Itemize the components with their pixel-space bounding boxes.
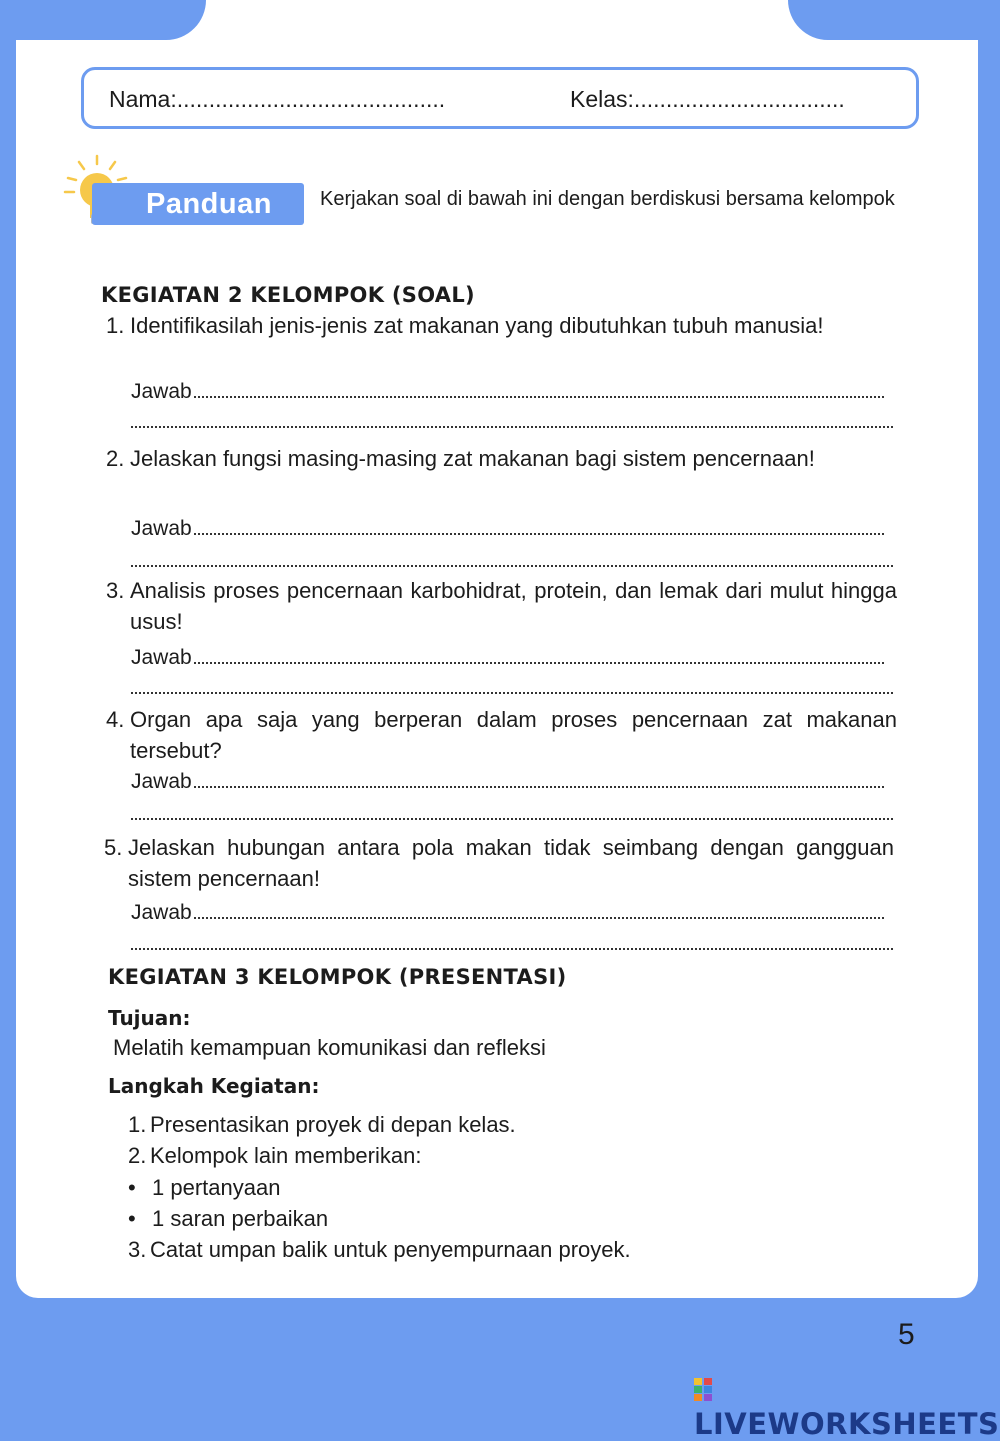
bullet-item: [128, 1206, 328, 1232]
question-5: [104, 832, 894, 894]
question-text: Organ apa saja yang berperan dalam proses pencernaan zat makanan tersebut?: [130, 707, 897, 763]
question-number: 2.: [106, 446, 125, 471]
nama-field[interactable]: Nama:..........................................: [109, 86, 446, 112]
question-text: Analisis proses pencernaan karbohidrat, protein, dan lemak dari mulut hingga usus!: [130, 578, 897, 634]
brand-text: LIVEWORKSHEETS: [694, 1407, 1000, 1441]
answer-field-1[interactable]: [131, 378, 893, 404]
answer-label: Jawab: [131, 901, 192, 924]
answer-label: Jawab: [131, 517, 192, 540]
question-number: 3.: [106, 578, 125, 603]
step-text: Catat umpan balik untuk penyempurnaan proyek.: [150, 1237, 631, 1262]
answer-label: Jawab: [131, 646, 192, 669]
langkah-label: Langkah Kegiatan:: [108, 1074, 320, 1098]
answer-field-3[interactable]: [131, 644, 893, 670]
question-3: [106, 575, 897, 637]
bullet-dot-icon: •: [128, 1175, 136, 1200]
page-number: 5: [898, 1318, 915, 1351]
page-corner-left: [16, 0, 206, 40]
answer-line[interactable]: [131, 816, 893, 820]
bullet-text: 1 pertanyaan: [152, 1175, 281, 1200]
question-text: Jelaskan hubungan antara pola makan tidak seimbang dengan gangguan sistem pencernaan!: [128, 835, 894, 891]
question-text: Identifikasilah jenis-jenis zat makanan yang dibutuhkan tubuh manusia!: [130, 313, 824, 338]
question-number: 1.: [106, 313, 125, 338]
answer-line[interactable]: [131, 424, 893, 428]
question-2: [106, 443, 897, 474]
liveworksheets-icon: [694, 1378, 714, 1402]
step-number: 3.: [128, 1237, 147, 1262]
question-number: 4.: [106, 707, 125, 732]
answer-field-2[interactable]: [131, 515, 893, 541]
answer-line[interactable]: [131, 690, 893, 694]
answer-line[interactable]: [131, 946, 893, 950]
panduan-instructions: Kerjakan soal di bawah ini dengan berdiskusi bersama kelompok: [320, 188, 895, 210]
kegiatan2-title: KEGIATAN 2 KELOMPOK (SOAL): [101, 283, 475, 307]
step-number: 2.: [128, 1143, 147, 1168]
tujuan-text: Melatih kemampuan komunikasi dan refleksi: [113, 1035, 546, 1060]
page-corner-right: [788, 0, 978, 40]
bullet-dot-icon: •: [128, 1206, 136, 1231]
step-2: [128, 1143, 421, 1169]
tujuan-label: Tujuan:: [108, 1006, 191, 1030]
question-text: Jelaskan fungsi masing-masing zat makanan bagi sistem pencernaan!: [130, 446, 815, 471]
kegiatan3-title: KEGIATAN 3 KELOMPOK (PRESENTASI): [108, 965, 567, 989]
step-1: [128, 1112, 516, 1138]
question-number: 5.: [104, 835, 123, 860]
student-info-box: [81, 67, 919, 129]
bullet-text: 1 saran perbaikan: [152, 1206, 329, 1231]
answer-line[interactable]: [131, 563, 893, 567]
step-number: 1.: [128, 1112, 147, 1137]
question-1: [106, 310, 897, 341]
step-text: Presentasikan proyek di depan kelas.: [150, 1112, 516, 1137]
step-3: [128, 1237, 631, 1263]
step-text: Kelompok lain memberikan:: [150, 1143, 422, 1168]
question-4: [106, 704, 897, 766]
liveworksheets-logo: [694, 1373, 1000, 1441]
panduan-badge: Panduan: [92, 183, 304, 225]
answer-label: Jawab: [131, 770, 192, 793]
kelas-field[interactable]: Kelas:.................................: [570, 86, 845, 112]
answer-field-4[interactable]: [131, 768, 893, 794]
answer-field-5[interactable]: [131, 899, 893, 925]
answer-label: Jawab: [131, 380, 192, 403]
bullet-item: [128, 1175, 280, 1201]
